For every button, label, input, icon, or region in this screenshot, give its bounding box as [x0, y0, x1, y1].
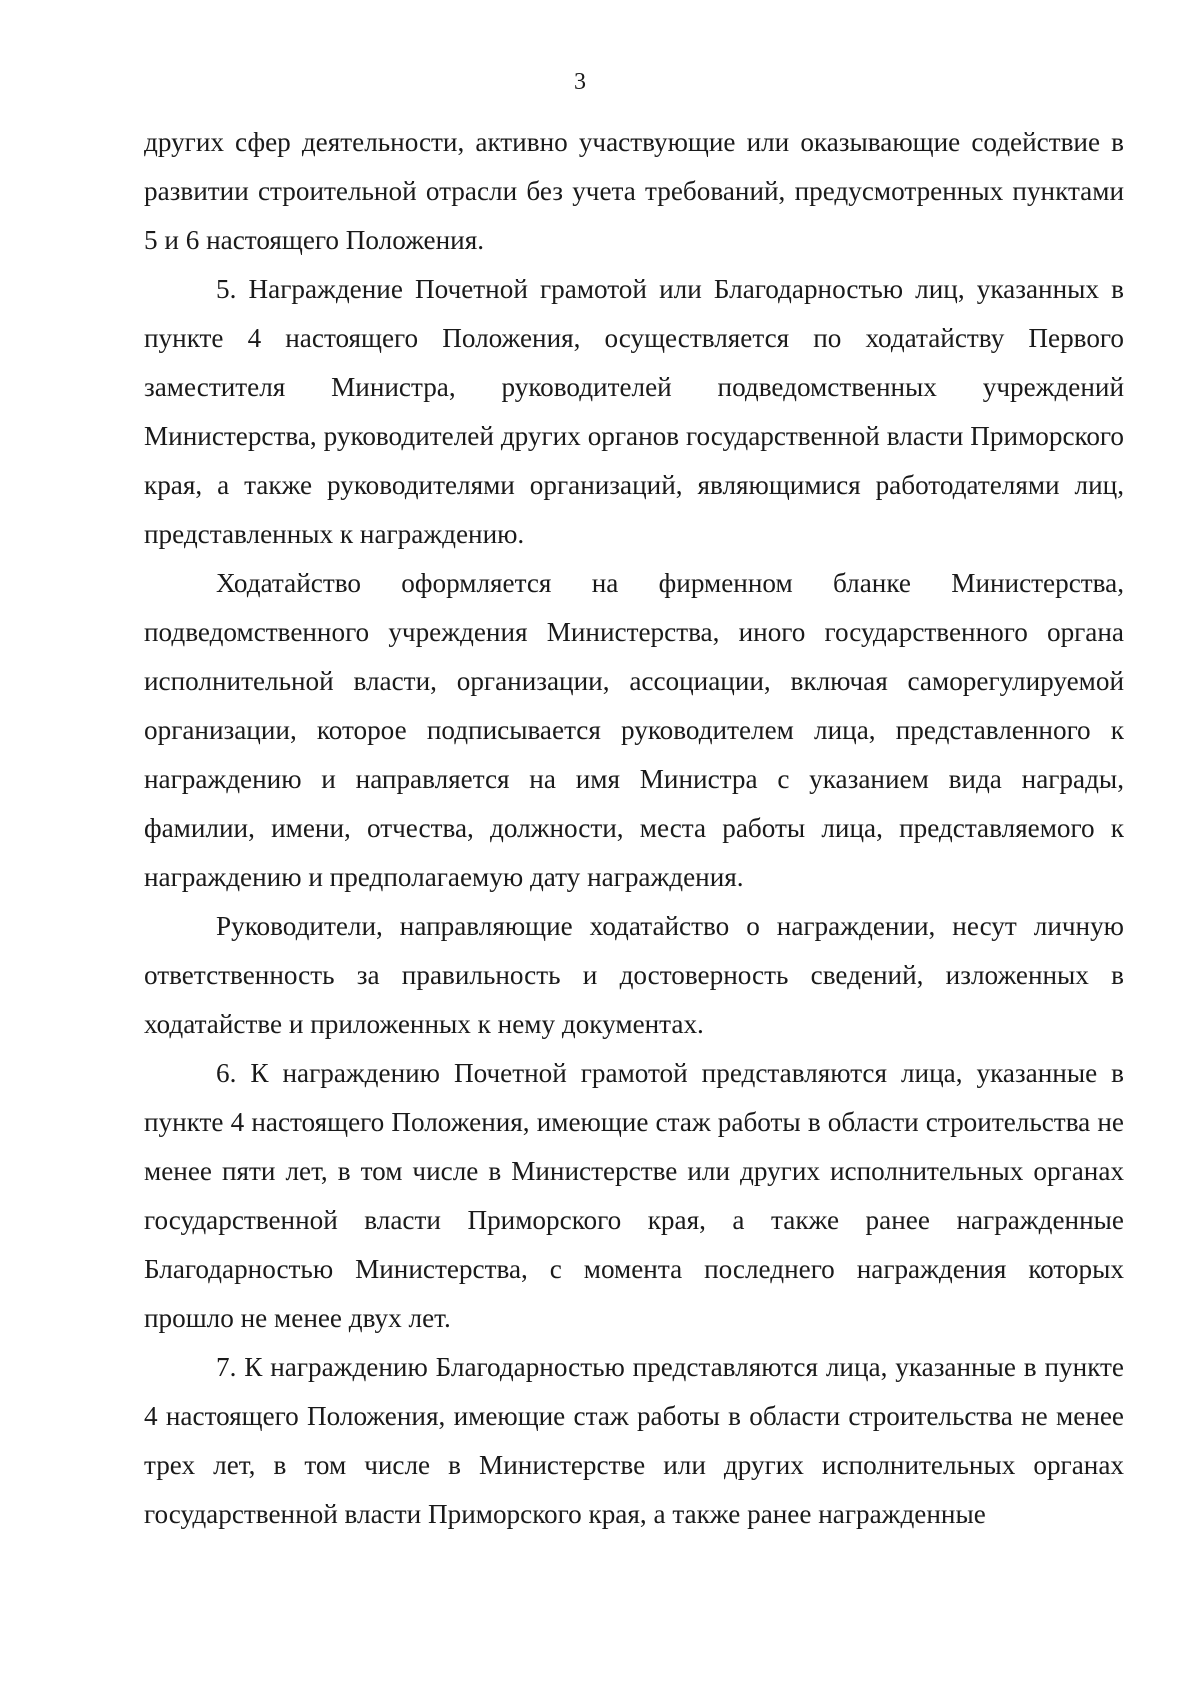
page-number: 3 — [574, 69, 586, 95]
paragraph-item-6: 6. К награждению Почетной грамотой представляются лица, указанные в пункте 4 настоящего Положения, имеющие стаж работы в области строительства не менее пяти лет, в том числе в Министерстве или других исполнительных органах государственной власти Приморского края, а также ранее награжденные Благодарностью Министерства, с момента последнего награждения которых прошло не менее двух лет. — [144, 1058, 1124, 1333]
paragraph-item-5: 5. Награждение Почетной грамотой или Благодарностью лиц, указанных в пункте 4 настоящего Положения, осуществляется по ходатайству Первого заместителя Министра, руководителей подведомственных учреждений Министерства, руководителей других органов государственной власти Приморского края, а также руководителями организаций, являющимися работодателями лиц, представленных к награждению. — [144, 274, 1124, 549]
paragraph-continuation: других сфер деятельности, активно участвующие или оказывающие содействие в развитии строительной отрасли без учета требований, предусмотренных пунктами 5 и 6 настоящего Положения. — [144, 127, 1124, 255]
document-body — [144, 118, 1124, 1539]
paragraph-responsibility: Руководители, направляющие ходатайство о награждении, несут личную ответственность за правильность и достоверность сведений, изложенных в ходатайстве и приложенных к нему документах. — [144, 911, 1124, 1039]
paragraph-petition-format: Ходатайство оформляется на фирменном бланке Министерства, подведомственного учреждения Министерства, иного государственного органа исполнительной власти, организации, ассоциации, включая саморегулируемой организации, которое подписывается руководителем лица, представленного к награждению и направляется на имя Министра с указанием вида награды, фамилии, имени, отчества, должности, места работы лица, представляемого к награждению и предполагаемую дату награждения. — [144, 568, 1124, 892]
paragraph-item-7: 7. К награждению Благодарностью представляются лица, указанные в пункте 4 настоящего Положения, имеющие стаж работы в области строительства не менее трех лет, в том числе в Министерстве или других исполнительных органах государственной власти Приморского края, а также ранее награжденные — [144, 1352, 1124, 1529]
